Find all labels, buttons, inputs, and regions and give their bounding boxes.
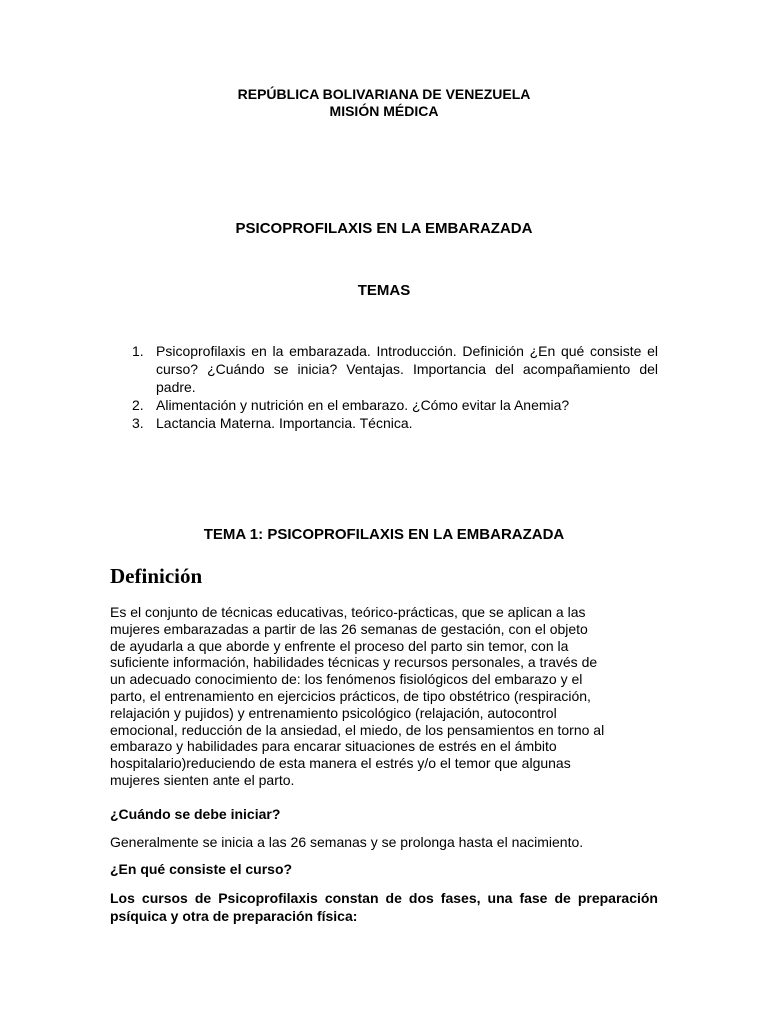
paragraph-line: mujeres embarazadas a partir de las 26 semanas de gestación, con el objeto	[110, 620, 588, 637]
paragraph-line: mujeres sienten ante el parto.	[110, 771, 295, 788]
paragraph-line: parto, el entrenamiento en ejercicios prácticos, de tipo obstétrico (respiración,	[110, 687, 591, 704]
header-country: REPÚBLICA BOLIVARIANA DE VENEZUELA	[237, 86, 531, 102]
paragraph-line: emocional, reducción de la ansiedad, el miedo, de los pensamientos en torno al	[110, 721, 605, 738]
paragraph-line: hospitalario)reduciendo de esta manera el estrés y/o el temor que algunas	[110, 755, 571, 772]
question-cuando: ¿Cuándo se debe iniciar?	[110, 806, 281, 822]
paragraph-line: relajación y pujidos) y entrenamiento psicológico (relajación, autocontrol	[110, 704, 557, 721]
list-item-number: 2.	[132, 397, 144, 413]
list-item	[132, 342, 658, 396]
answer-consiste: Los cursos de Psicoprofilaxis constan de dos fases, una fase de preparación psíquica y otra de preparación física:	[110, 890, 658, 924]
question-consiste: ¿En qué consiste el curso?	[110, 861, 293, 877]
header-mission: MISIÓN MÉDICA	[329, 103, 439, 119]
definicion-heading: Definición	[110, 564, 203, 588]
tema1-heading: TEMA 1: PSICOPROFILAXIS EN LA EMBARAZADA	[203, 526, 565, 543]
paragraph-line: de ayudarla a que aborde y enfrente el proceso del parto sin temor, con la	[110, 637, 569, 654]
list-item-number: 1.	[132, 343, 144, 359]
temas-heading: TEMAS	[357, 282, 411, 299]
answer-cuando: Generalmente se inicia a las 26 semanas y se prolonga hasta el nacimiento.	[110, 834, 584, 850]
document-header	[0, 86, 768, 120]
list-item	[132, 396, 658, 414]
paragraph-line: Es el conjunto de técnicas educativas, teórico-prácticas, que se aplican a las	[110, 604, 586, 620]
paragraph-line: suficiente información, habilidades técnicas y recursos personales, a través de	[110, 654, 598, 671]
document-title: PSICOPROFILAXIS EN LA EMBARAZADA	[235, 220, 533, 237]
list-item-number: 3.	[132, 415, 144, 431]
paragraph-line: un adecuado conocimiento de: los fenómenos fisiológicos del embarazo y el	[110, 671, 583, 688]
definicion-paragraph	[110, 604, 658, 789]
list-item-text: Psicoprofilaxis en la embarazada. Introducción. Definición ¿En qué consiste el curso? ¿Cuándo se inicia? Ventajas. Importancia del acompañamiento del padre.	[156, 343, 658, 395]
temas-list	[132, 342, 658, 432]
list-item-text: Lactancia Materna. Importancia. Técnica.	[156, 415, 413, 431]
list-item-text: Alimentación y nutrición en el embarazo. ¿Cómo evitar la Anemia?	[156, 397, 570, 413]
paragraph-line: embarazo y habilidades para encarar situaciones de estrés en el ámbito	[110, 738, 557, 755]
list-item	[132, 414, 658, 432]
